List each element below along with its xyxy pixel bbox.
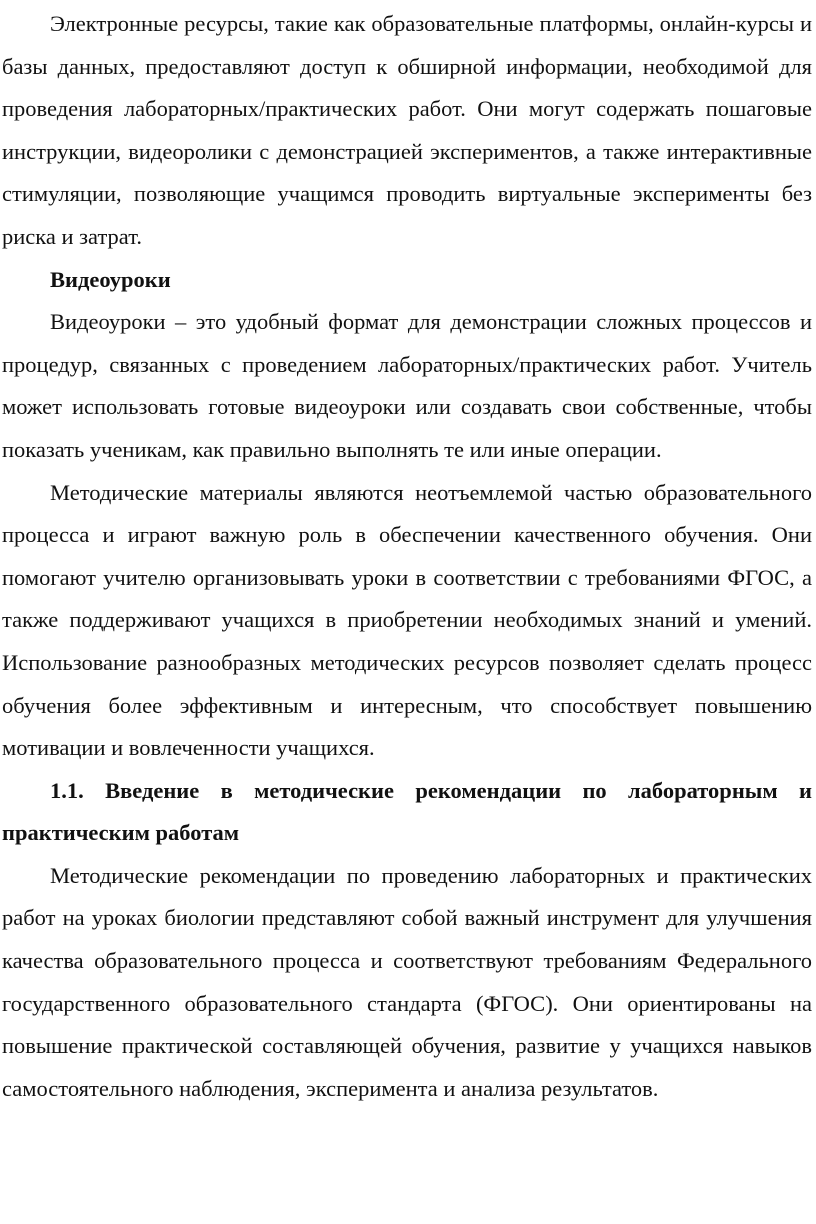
paragraph-electronic-resources: Электронные ресурсы, такие как образовательные платформы, онлайн-курсы и базы данных, предоставляют доступ к обширной информации, необходимой для проведения лабораторных/практических работ. Они могут содержать пошаговые инструкции, видеоролики с демонстрацией экспериментов, а также интерактивные стимуляции, позволяющие учащимся проводить виртуальные эксперименты без риска и затрат.	[2, 11, 812, 249]
heading-video-lessons: Видеоуроки	[50, 266, 171, 292]
section-heading-1-1: 1.1. Введение в методические рекомендации по лабораторным и практическим работам	[2, 777, 812, 846]
paragraph-video-lessons: Видеоуроки – это удобный формат для демонстрации сложных процессов и процедур, связанных с проведением лабораторных/практических работ. Учитель может использовать готовые видеоуроки или создавать свои собственные, чтобы показать ученикам, как правильно выполнять те или иные операции.	[2, 309, 812, 462]
paragraph-methodical-recommendations: Методические рекомендации по проведению лабораторных и практических работ на уроках биологии представляют собой важный инструмент для улучшения качества образовательного процесса и соответствуют требованиям Федерального государственного образовательного стандарта (ФГОС). Они ориентированы на повышение практической составляющей обучения, развитие у учащихся навыков самостоятельного наблюдения, эксперимента и анализа результатов.	[2, 862, 812, 1101]
paragraph-methodical-materials: Методические материалы являются неотъемлемой частью образовательного процесса и играют важную роль в обеспечении качественного обучения. Они помогают учителю организовывать уроки в соответствии с требованиями ФГОС, а также поддерживают учащихся в приобретении необходимых знаний и умений. Использование разнообразных методических ресурсов позволяет сделать процесс обучения более эффективным и интересным, что способствует повышению мотивации и вовлеченности учащихся.	[2, 479, 812, 761]
